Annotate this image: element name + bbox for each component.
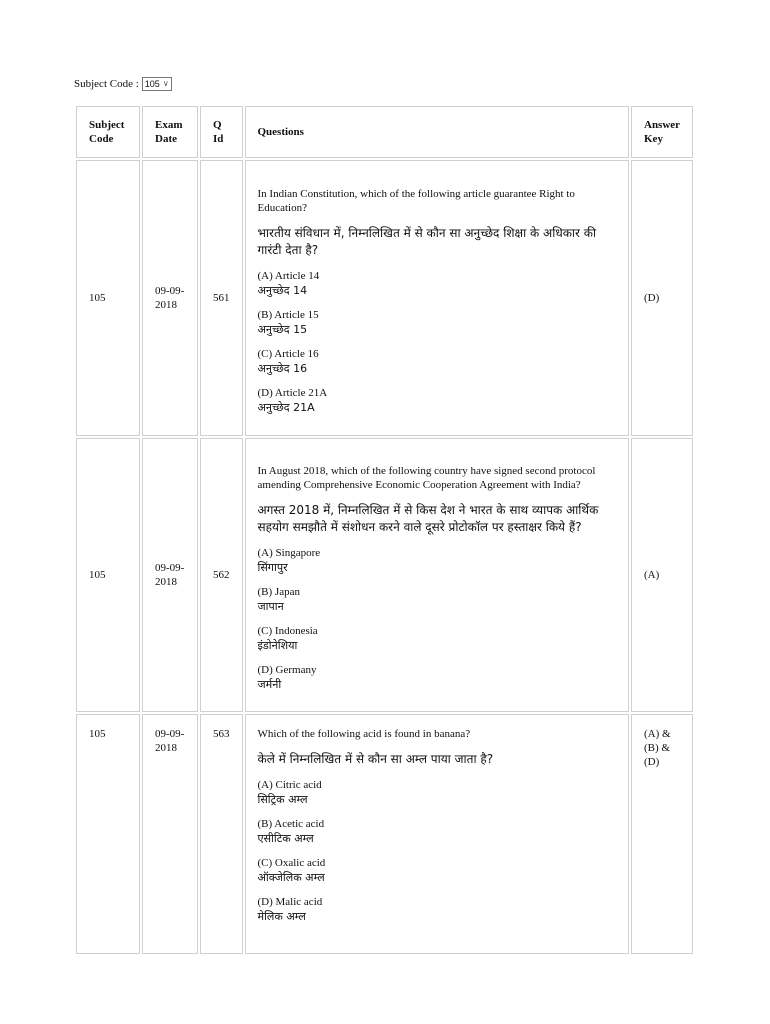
option-hindi: जापान [257,600,284,613]
cell-q-id: 561 [200,160,243,436]
option-english: (B) Japan [257,586,300,598]
option-hindi: जर्मनी [257,678,282,691]
header-exam-date: Exam Date [142,106,198,158]
option-b [258,817,617,846]
option-hindi: ऑक्जेलिक अम्ल [257,871,325,884]
option-c [258,624,617,653]
subject-code-bar [74,77,172,91]
option-english: (A) Singapore [257,547,321,559]
option-english: (C) Oxalic acid [257,857,326,869]
cell-question [245,714,630,954]
subject-code-select[interactable] [142,77,172,91]
question-hindi: अगस्त 2018 में, निम्नलिखित में से किस देश ने भारत के साथ व्यापक आर्थिक सहयोग समझौते में संशोधन करने वाले दूसरे प्रोटोकॉल पर हस्ताक्षर किये हैं? [257,503,599,534]
cell-answer-key: (A) & (B) & (D) [631,714,693,954]
header-questions: Questions [245,106,630,158]
cell-subject-code: 105 [76,438,140,712]
cell-q-id: 563 [200,714,243,954]
option-c [258,347,617,376]
option-b [258,585,617,614]
header-q-id: Q Id [200,106,243,158]
question-english: Which of the following acid is found in banana? [257,728,471,740]
option-a [258,546,617,575]
subject-code-label: Subject Code : [74,78,139,90]
table-row [76,438,693,712]
subject-code-value: 105 [144,79,160,89]
header-subject-code: Subject Code [76,106,140,158]
option-hindi: सिट्रिक अम्ल [257,793,308,806]
option-english: (C) Indonesia [257,625,318,637]
cell-subject-code: 105 [76,714,140,954]
option-a [258,269,617,298]
table-header-row [76,106,693,158]
option-english: (C) Article 16 [257,348,319,360]
cell-question [245,160,630,436]
question-english: In Indian Constitution, which of the following article guarantee Right to Education? [257,188,575,214]
option-d [258,895,617,924]
cell-exam-date: 09-09-2018 [142,160,198,436]
option-english: (A) Citric acid [257,779,322,791]
question-english: In August 2018, which of the following country have signed second protocol amending Comprehensive Economic Cooperation Agreement with India? [257,465,596,491]
option-english: (B) Acetic acid [257,818,325,830]
table-row [76,160,693,436]
cell-exam-date: 09-09-2018 [142,438,198,712]
option-hindi: मेलिक अम्ल [257,910,306,923]
header-answer-key: Answer Key [631,106,693,158]
option-hindi: अनुच्छेद 14 [257,284,308,297]
option-hindi: इंडोनेशिया [257,639,298,652]
option-a [258,778,617,807]
option-hindi: एसीटिक अम्ल [257,832,314,845]
option-english: (D) Article 21A [257,387,328,399]
option-english: (D) Germany [257,664,317,676]
option-english: (B) Article 15 [257,309,319,321]
option-d [258,663,617,692]
question-hindi: केले में निम्नलिखित में से कौन सा अम्ल पाया जाता है? [257,752,494,766]
cell-subject-code: 105 [76,160,140,436]
option-hindi: अनुच्छेद 16 [257,362,308,375]
option-english: (D) Malic acid [257,896,323,908]
option-hindi: अनुच्छेद 15 [257,323,308,336]
questions-table [74,104,695,956]
cell-exam-date: 09-09-2018 [142,714,198,954]
cell-answer-key: (A) [631,438,693,712]
option-b [258,308,617,337]
option-hindi: अनुच्छेद 21A [257,401,315,414]
question-hindi: भारतीय संविधान में, निम्नलिखित में से कौन सा अनुच्छेद शिक्षा के अधिकार की गारंटी देता है? [257,226,597,257]
option-c [258,856,617,885]
option-english: (A) Article 14 [257,270,320,282]
table-row [76,714,693,954]
cell-answer-key: (D) [631,160,693,436]
chevron-down-icon: ∨ [162,79,169,88]
option-hindi: सिंगापुर [257,561,288,574]
option-d [258,386,617,415]
cell-question [245,438,630,712]
cell-q-id: 562 [200,438,243,712]
